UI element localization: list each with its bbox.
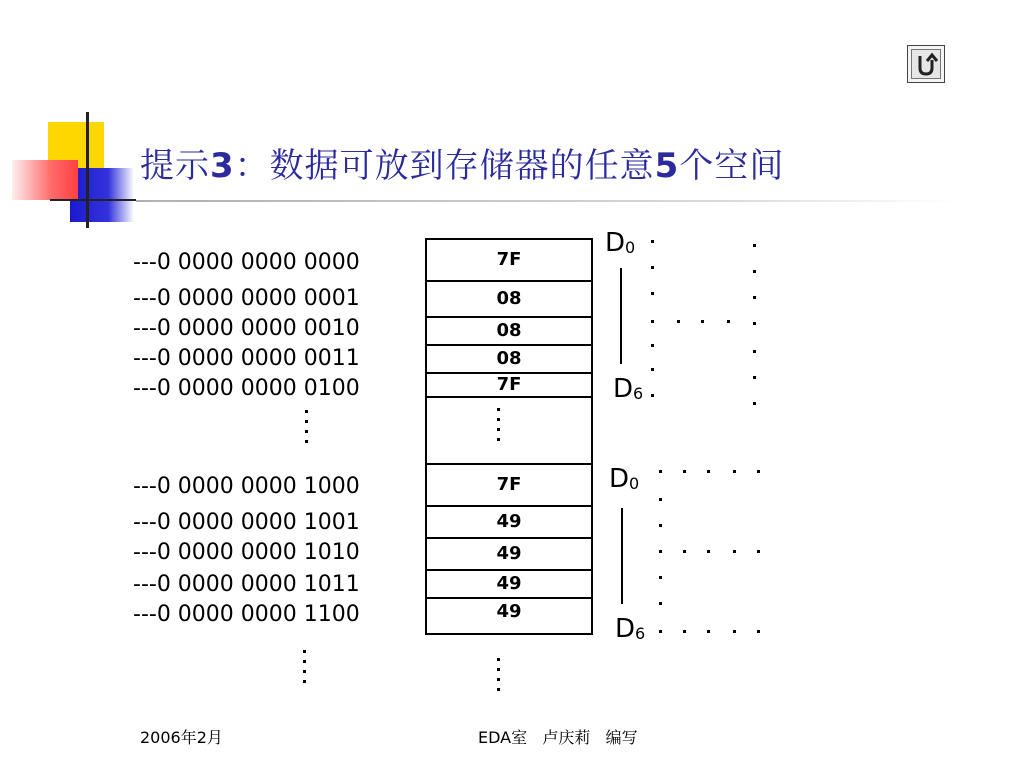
dot-matrix-dot xyxy=(651,344,654,347)
address-label: ---0 0000 0000 1010 xyxy=(133,540,360,565)
address-label: ---0 0000 0000 0100 xyxy=(133,376,360,401)
return-arrow-icon xyxy=(912,50,940,78)
dot-matrix-dot xyxy=(733,550,736,553)
footer-author: EDA室 卢庆莉 编写 xyxy=(478,728,638,747)
title-middle: 数据可放到存储器的任意 xyxy=(269,146,655,186)
dot-matrix-dot xyxy=(727,320,730,323)
ellipsis-vertical xyxy=(497,658,501,698)
dot-matrix-dot xyxy=(651,368,654,371)
dot-matrix-dot xyxy=(707,470,710,473)
bit-label-d6: $D_6$ xyxy=(613,374,644,404)
dot-matrix-dot xyxy=(651,266,654,269)
dot-matrix-dot xyxy=(659,498,662,501)
address-label: ---0 0000 0000 1000 xyxy=(133,474,360,499)
decor-vertical-line xyxy=(86,112,89,228)
memory-cell: 08 xyxy=(427,280,591,316)
memory-block-2 xyxy=(425,463,593,635)
memory-cell: 08 xyxy=(427,316,591,344)
memory-cell: 7F xyxy=(427,372,591,396)
dot-matrix-dot xyxy=(707,630,710,633)
dot-matrix-dot xyxy=(753,296,756,299)
address-label: ---0 0000 0000 0001 xyxy=(133,286,360,311)
dot-matrix-dot xyxy=(757,470,760,473)
memory-cell: 7F xyxy=(427,238,591,280)
address-label: ---0 0000 0000 0011 xyxy=(133,346,360,371)
memory-block-1 xyxy=(425,238,593,465)
memory-cell: 7F xyxy=(427,463,591,505)
dot-matrix-dot xyxy=(733,470,736,473)
dot-matrix-dot xyxy=(757,550,760,553)
title-number-1: 3 xyxy=(210,146,235,186)
dot-matrix-dot xyxy=(683,550,686,553)
ellipsis-vertical xyxy=(303,650,307,690)
dot-matrix-dot xyxy=(733,630,736,633)
bit-label-d0: $D_0$ xyxy=(609,464,640,494)
decor-red-block xyxy=(12,160,78,200)
dot-matrix-dot xyxy=(683,470,686,473)
bit-range-line xyxy=(620,268,622,364)
dot-matrix-dot xyxy=(651,394,654,397)
decor-horizontal-line xyxy=(50,199,136,201)
address-label: ---0 0000 0000 0010 xyxy=(133,316,360,341)
dot-matrix-dot xyxy=(753,270,756,273)
title-prefix: 提示 xyxy=(140,146,210,186)
dot-matrix-dot xyxy=(659,630,662,633)
memory-cell: 49 xyxy=(427,505,591,537)
title-underline xyxy=(136,200,956,202)
bit-label-d0: $D_0$ xyxy=(605,228,636,258)
dot-matrix-dot xyxy=(659,550,662,553)
address-label: ---0 0000 0000 1100 xyxy=(133,602,360,627)
dot-matrix-dot xyxy=(651,240,654,243)
title-suffix: 个空间 xyxy=(679,146,785,186)
memory-cell: 08 xyxy=(427,344,591,372)
memory-cell-empty xyxy=(427,396,591,463)
dot-matrix-dot xyxy=(659,576,662,579)
dot-matrix-dot xyxy=(677,320,680,323)
dot-matrix-dot xyxy=(659,470,662,473)
return-button[interactable] xyxy=(907,45,945,83)
slide-title xyxy=(140,138,784,187)
bit-range-line xyxy=(621,508,623,604)
address-label: ---0 0000 0000 0000 xyxy=(133,250,360,275)
dot-matrix-dot xyxy=(757,630,760,633)
address-label: ---0 0000 0000 1011 xyxy=(133,572,360,597)
dot-matrix-dot xyxy=(651,320,654,323)
title-colon: ： xyxy=(234,146,270,186)
dot-matrix-dot xyxy=(659,524,662,527)
memory-cell: 49 xyxy=(427,569,591,597)
memory-cell: 49 xyxy=(427,597,591,633)
return-button-face xyxy=(911,49,941,79)
dot-matrix-dot xyxy=(753,402,756,405)
dot-matrix-dot xyxy=(701,320,704,323)
dot-matrix-dot xyxy=(659,602,662,605)
title-number-2: 5 xyxy=(654,146,680,186)
dot-matrix-dot xyxy=(753,376,756,379)
memory-diagram xyxy=(125,228,765,692)
ellipsis-vertical xyxy=(305,410,309,450)
footer-date: 2006年2月 xyxy=(140,728,223,747)
address-label: ---0 0000 0000 1001 xyxy=(133,510,360,535)
decor-blue-block xyxy=(70,168,134,222)
dot-matrix-dot xyxy=(753,244,756,247)
dot-matrix-dot xyxy=(683,630,686,633)
dot-matrix-dot xyxy=(651,292,654,295)
ellipsis-vertical xyxy=(497,408,501,448)
dot-matrix-dot xyxy=(707,550,710,553)
memory-cell: 49 xyxy=(427,537,591,569)
dot-matrix-dot xyxy=(753,350,756,353)
bit-label-d6: $D_6$ xyxy=(615,614,646,644)
dot-matrix-dot xyxy=(753,322,756,325)
